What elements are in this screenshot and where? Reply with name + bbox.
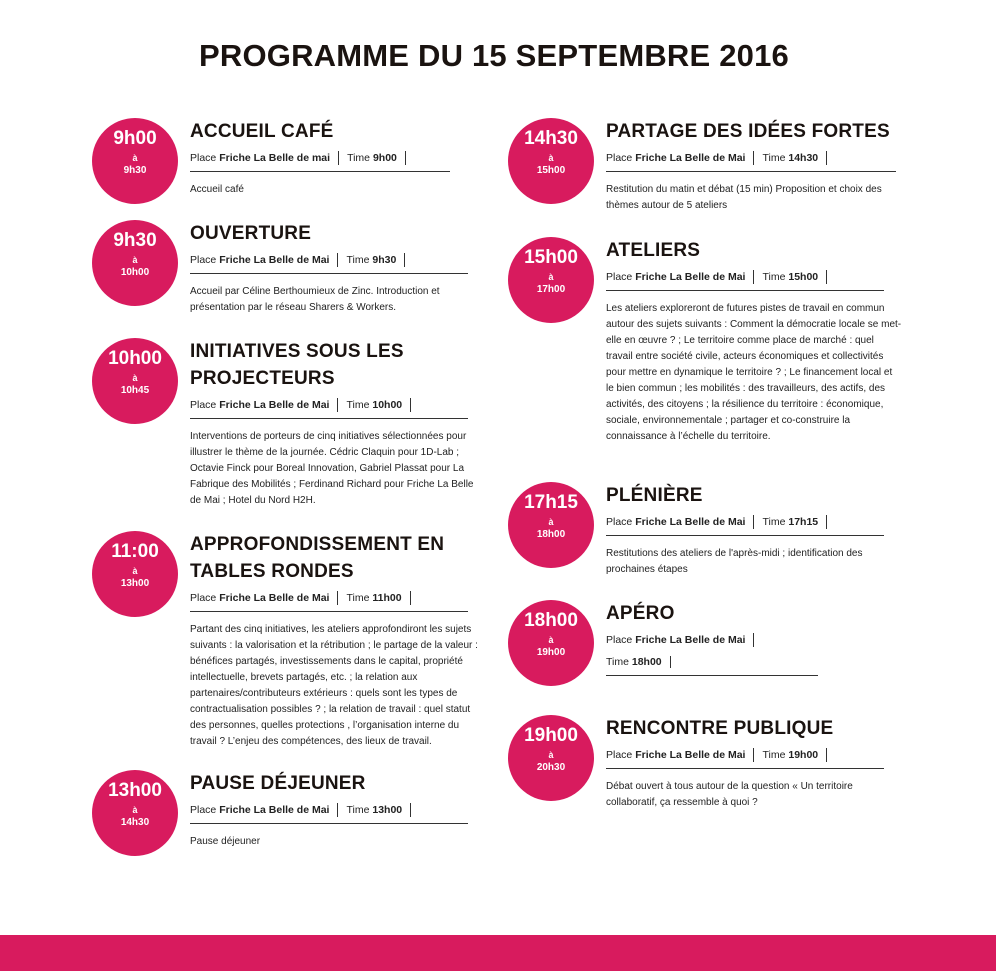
event-description: Interventions de porteurs de cinq initiatives sélectionnées pour illustrer le thème de la journée. Cédric Claquin pour 1D-Lab ; Octavie Finck pour Boreal Innovation, Gabriel Plassat pour La Fabrique des Mobilités ; Ferdinand Richard pour Friche La Belle de Mai ; Hotel du Nord H2H. [190, 431, 474, 506]
event-title: APÉRO [606, 603, 675, 624]
event-place: Friche La Belle de Mai [635, 516, 746, 528]
event-time: 19h00 [788, 749, 819, 761]
time-badge [92, 770, 178, 856]
event-time: 13h00 [372, 804, 403, 816]
time-badge [92, 531, 178, 617]
time-separator: à [132, 153, 138, 163]
event-meta: Place Friche La Belle de Mai Time 13h00 [190, 803, 468, 824]
end-time: 18h00 [536, 529, 566, 540]
end-time: 14h30 [120, 817, 150, 828]
event-title: PARTAGE DES IDÉES FORTES [606, 121, 890, 142]
event-description: Restitution du matin et débat (15 min) Proposition et choix des thèmes autour de 5 ateliers [606, 184, 882, 211]
event-time: 15h00 [788, 271, 819, 283]
event-description: Accueil café [190, 184, 244, 195]
time-badge [508, 237, 594, 323]
time-separator: à [548, 272, 554, 282]
start-time: 13h00 [108, 780, 162, 801]
time-badge [508, 482, 594, 568]
page-title: PROGRAMME DU 15 SEPTEMBRE 2016 [199, 38, 789, 73]
end-time: 15h00 [536, 165, 566, 176]
end-time: 20h30 [536, 762, 566, 773]
end-time: 9h30 [123, 165, 147, 176]
time-badge [92, 338, 178, 424]
time-separator: à [132, 373, 138, 383]
event-meta: Place Friche La Belle de Mai Time 15h00 [606, 270, 884, 291]
time-separator: à [132, 255, 138, 265]
event-time: 9h30 [372, 254, 397, 266]
start-time: 18h00 [524, 610, 578, 631]
event-description: Accueil par Céline Berthoumieux de Zinc. Introduction et présentation par le réseau Sharers & Workers. [190, 286, 440, 313]
start-time: 14h30 [524, 128, 578, 149]
event-place: Friche La Belle de Mai [635, 749, 746, 761]
event-place: Friche La Belle de mai [219, 152, 331, 164]
event-meta: Place Friche La Belle de Mai Time 18h00 [606, 633, 818, 676]
event-description: Restitutions des ateliers de l'après-midi ; identification des prochaines étapes [606, 548, 863, 575]
event-title: ACCUEIL CAFÉ [190, 121, 334, 142]
event-meta: Place Friche La Belle de Mai Time 19h00 [606, 748, 884, 769]
time-badge [508, 715, 594, 801]
end-time: 13h00 [120, 578, 150, 589]
footer-bar [0, 935, 996, 971]
event-place: Friche La Belle de Mai [219, 399, 330, 411]
event-description: Débat ouvert à tous autour de la question « Un territoire collaboratif, ça ressemble à quoi ? [606, 781, 853, 808]
event-description: Pause déjeuner [190, 836, 261, 847]
time-badge [92, 220, 178, 306]
event-place: Friche La Belle de Mai [635, 634, 746, 646]
event-meta: Place Friche La Belle de Mai Time 14h30 [606, 151, 896, 172]
event-meta: Place Friche La Belle de Mai Time 11h00 [190, 591, 468, 612]
event-title: OUVERTURE [190, 223, 312, 244]
end-time: 17h00 [536, 284, 566, 295]
event-place: Friche La Belle de Mai [219, 804, 330, 816]
time-separator: à [548, 153, 554, 163]
event-title: PAUSE DÉJEUNER [190, 773, 366, 794]
event-meta: Place Friche La Belle de Mai Time 10h00 [190, 398, 468, 419]
event-place: Friche La Belle de Mai [635, 152, 746, 164]
event-title: PLÉNIÈRE [606, 485, 703, 506]
event-title: INITIATIVES SOUS LES PROJECTEURS [190, 341, 404, 389]
start-time: 15h00 [524, 247, 578, 268]
event-title: ATELIERS [606, 240, 701, 261]
event-place: Friche La Belle de Mai [219, 592, 330, 604]
event-description: Partant des cinq initiatives, les ateliers approfondiront les sujets suivants : la valorisation et la rétribution ; le partage de la valeur : bénéfices partagés, investissements dans le capital, propriété intellectuelle, brevets partagés, etc. ; la relation aux partenaires/contributeurs extérieurs : quels sont les types de contractualisation possibles ? ; la relation de travail : quel statut des personnes, quelles protections , l’organisation interne du travail ? L’enjeu des compétences, des lieux de travail. [190, 624, 478, 747]
time-badge [92, 118, 178, 204]
event-meta: Place Friche La Belle de mai Time 9h00 [190, 151, 450, 172]
event-title: RENCONTRE PUBLIQUE [606, 718, 834, 739]
event-place: Friche La Belle de Mai [635, 271, 746, 283]
start-time: 17h15 [524, 492, 578, 513]
start-time: 9h30 [113, 230, 157, 251]
time-separator: à [548, 635, 554, 645]
event-meta: Place Friche La Belle de Mai Time 9h30 [190, 253, 468, 274]
time-separator: à [132, 805, 138, 815]
event-time: 10h00 [372, 399, 403, 411]
start-time: 9h00 [113, 128, 157, 149]
end-time: 10h45 [120, 385, 150, 396]
start-time: 19h00 [524, 725, 578, 746]
time-badge [508, 118, 594, 204]
event-description: Les ateliers exploreront de futures pistes de travail en commun autour des sujets suivants : Comment la démocratie locale se met-elle en œuvre ? ; Le territoire comme place de marché : quel travail entre société civile, acteurs économiques et collectivités pour mettre en dynamique le territoire ? ; Le financement local et le bien commun ; les mobilités : des travailleurs, des actifs, des activités, des citoyens ; la résilience du territoire : économique, sociale, environnementale ; partager et co-construire la connaissance à l’échelle du territoire. [606, 303, 902, 442]
time-separator: à [132, 566, 138, 576]
event-time: 9h00 [372, 152, 397, 164]
time-separator: à [548, 750, 554, 760]
end-time: 10h00 [120, 267, 150, 278]
time-separator: à [548, 517, 554, 527]
start-time: 10h00 [108, 348, 162, 369]
event-title: APPROFONDISSEMENT EN TABLES RONDES [190, 534, 445, 582]
time-badge [508, 600, 594, 686]
start-time: 11:00 [111, 541, 159, 562]
event-meta: Place Friche La Belle de Mai Time 17h15 [606, 515, 884, 536]
event-time: 18h00 [631, 656, 662, 668]
event-time: 11h00 [372, 592, 402, 604]
event-place: Friche La Belle de Mai [219, 254, 330, 266]
event-time: 17h15 [788, 516, 819, 528]
event-time: 14h30 [788, 152, 819, 164]
end-time: 19h00 [536, 647, 566, 658]
